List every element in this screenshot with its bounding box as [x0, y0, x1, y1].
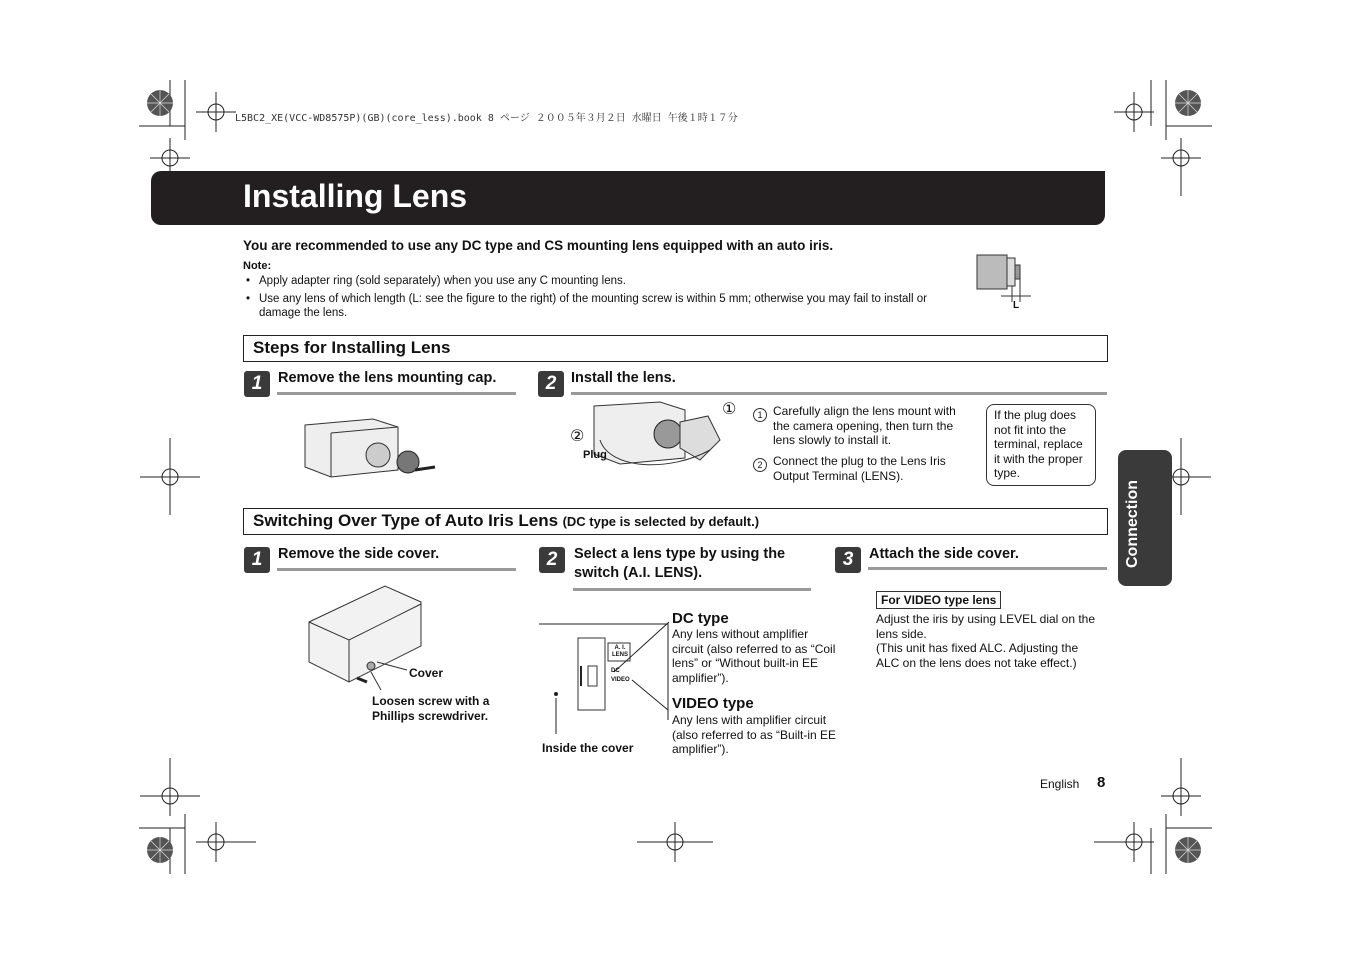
camera-cap-illustration	[303, 415, 443, 485]
instruction-marker-2: 2	[753, 455, 767, 473]
inside-cover-label: Inside the cover	[542, 741, 634, 755]
file-header-line: L5BC2_XE(VCC-WD8575P)(GB)(core_less).book 8 ページ ２００５年３月２日 水曜日 午後１時１７分	[235, 113, 738, 124]
steps-section-title: Steps for Installing Lens	[253, 338, 451, 357]
switch-illustration	[538, 620, 678, 750]
switch-section-title: Switching Over Type of Auto Iris Lens	[253, 511, 559, 530]
step1-rule	[277, 392, 516, 395]
plug-callout: If the plug does not fit into the terminal, replace it with the proper type.	[986, 404, 1096, 486]
lens-length-figure	[975, 250, 1035, 310]
figure-marker-2: ②	[570, 428, 585, 445]
page-title: Installing Lens	[243, 178, 468, 214]
side-tab-label: Connection	[1124, 480, 1141, 568]
screw-label-line2: Phillips screwdriver.	[372, 709, 489, 723]
video-type-text: Any lens with amplifier circuit (also referred to as “Built-in EE amplifier”).	[672, 713, 837, 756]
figure-label-l: L	[1013, 300, 1020, 311]
instruction-text-2: Connect the plug to the Lens Iris Output Terminal (LENS).	[773, 454, 946, 483]
note-label: Note:	[243, 260, 272, 272]
instruction-marker-1: 1	[753, 405, 767, 423]
video-lens-box: For VIDEO type lens	[876, 591, 1001, 609]
note-item-1: • Apply adapter ring (sold separately) when you use any C mounting lens.	[259, 274, 959, 288]
switch-label: A. I. LENS	[611, 645, 628, 658]
step2-rule	[571, 392, 1107, 395]
figure-marker-1: ①	[722, 401, 737, 418]
switch-dc-label: DC	[611, 668, 620, 674]
dc-type-title: DC type	[672, 610, 729, 627]
camera-lens-install-illustration	[590, 400, 740, 470]
cover-label: Cover	[409, 666, 444, 680]
switch-section-subtitle: (DC type is selected by default.)	[562, 514, 760, 529]
switch-step-number-1: 1	[244, 547, 270, 573]
switch-step1-rule	[277, 568, 516, 571]
plug-label: Plug	[583, 449, 607, 461]
switch-step-number-2: 2	[539, 547, 565, 573]
switch-step3-title: Attach the side cover.	[869, 546, 1019, 562]
switch-step1-title: Remove the side cover.	[278, 546, 440, 562]
dc-type-text: Any lens without amplifier circuit (also referred to as “Coil lens” or “Without built-in EE amplifier”).	[672, 627, 836, 685]
instruction-text-1: Carefully align the lens mount with the camera opening, then turn the lens slowly to install it.	[773, 404, 956, 447]
video-type-title: VIDEO type	[672, 695, 754, 712]
switch-step-number-3: 3	[835, 547, 861, 573]
step-number-1: 1	[244, 371, 270, 397]
note-item-2: • Use any lens of which length (L: see the figure to the right) of the mounting screw is within 5 mm; otherwise you may fail to install or damage the lens.	[259, 292, 959, 320]
switch-section-heading	[253, 511, 759, 531]
switch-video-label: VIDEO	[611, 677, 630, 683]
step2-title: Install the lens.	[571, 370, 676, 386]
page-number: 8	[1097, 774, 1106, 791]
footer-language: English	[1040, 777, 1080, 791]
switch-step2-title-line2: switch (A.I. LENS).	[574, 565, 703, 581]
switch-step2-rule	[573, 588, 811, 591]
step-number-2: 2	[538, 371, 564, 397]
switch-step3-rule	[868, 567, 1107, 570]
switch-step2-title-line1: Select a lens type by using the	[574, 546, 786, 562]
screw-label-line1: Loosen screw with a	[372, 694, 490, 708]
step1-title: Remove the lens mounting cap.	[278, 370, 497, 386]
intro-recommendation: You are recommended to use any DC type and CS mounting lens equipped with an auto iris.	[243, 238, 834, 253]
video-lens-text: Adjust the iris by using LEVEL dial on the lens side. (This unit has fixed ALC. Adjusting the ALC on the lens does not take effect.)	[876, 612, 1096, 670]
